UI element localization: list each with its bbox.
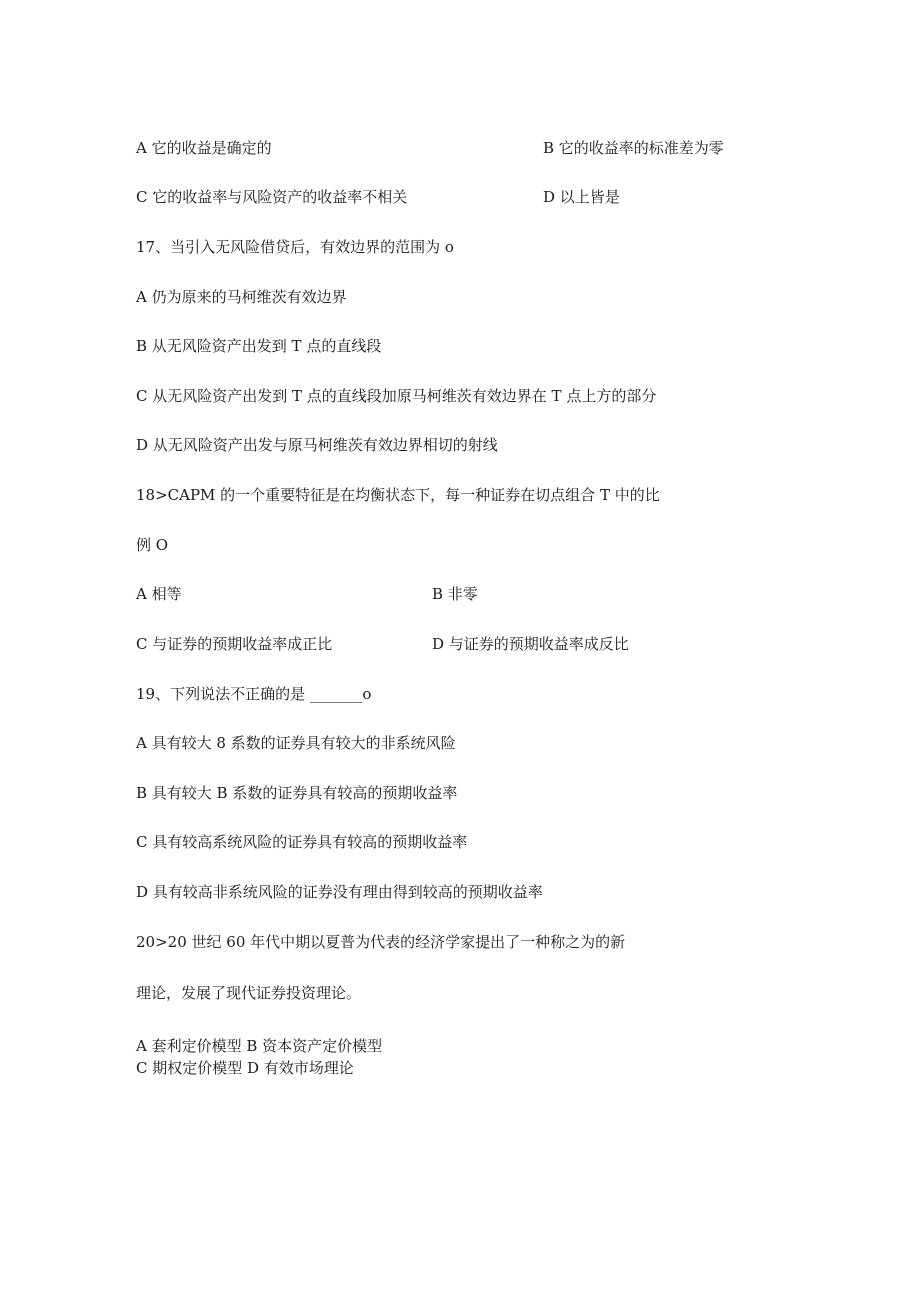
q19-option-b: B 具有较大 B 系数的证券具有较高的预期收益率 bbox=[136, 784, 458, 802]
q18-option-a: A 相等 bbox=[136, 585, 182, 603]
q19-option-c: C 具有较高系统风险的证券具有较高的预期收益率 bbox=[136, 833, 468, 851]
q20-stem-line1: 20>20 世纪 60 年代中期以夏普为代表的经济学家提出了一种称之为的新 bbox=[136, 933, 626, 951]
q19-option-d: D 具有较高非系统风险的证券没有理由得到较高的预期收益率 bbox=[136, 883, 543, 901]
q18-option-d: D 与证券的预期收益率成反比 bbox=[432, 635, 629, 653]
q18-stem-line1: 18>CAPM 的一个重要特征是在均衡状态下，每一种证券在切点组合 T 中的比 bbox=[136, 486, 660, 504]
q20-options-cd: C 期权定价模型 D 有效市场理论 bbox=[136, 1059, 354, 1077]
q19-option-a: A 具有较大 8 系数的证券具有较大的非系统风险 bbox=[136, 734, 456, 752]
q20-options-ab: A 套利定价模型 B 资本资产定价模型 bbox=[136, 1037, 383, 1055]
q20-stem-line2: 理论，发展了现代证券投资理论。 bbox=[136, 984, 362, 1002]
q16-option-c: C 它的收益率与风险资产的收益率不相关 bbox=[136, 188, 408, 206]
q17-option-a: A 仍为原来的马柯维茨有效边界 bbox=[136, 288, 347, 306]
q17-stem: 17、当引入无风险借贷后，有效边界的范围为 o bbox=[136, 238, 454, 256]
q17-option-b: B 从无风险资产出发到 T 点的直线段 bbox=[136, 337, 382, 355]
q16-option-a: A 它的收益是确定的 bbox=[136, 139, 272, 157]
q17-option-c: C 从无风险资产出发到 T 点的直线段加原马柯维茨有效边界在 T 点上方的部分 bbox=[136, 387, 657, 405]
q18-stem-line2: 例 O bbox=[136, 536, 169, 554]
q16-option-b: B 它的收益率的标准差为零 bbox=[543, 139, 724, 157]
q18-option-b: B 非零 bbox=[432, 585, 478, 603]
q16-option-d: D 以上皆是 bbox=[543, 188, 620, 206]
q18-option-c: C 与证券的预期收益率成正比 bbox=[136, 635, 333, 653]
q19-stem: 19、下列说法不正确的是 _______o bbox=[136, 685, 372, 703]
q17-option-d: D 从无风险资产出发与原马柯维茨有效边界相切的射线 bbox=[136, 436, 498, 454]
